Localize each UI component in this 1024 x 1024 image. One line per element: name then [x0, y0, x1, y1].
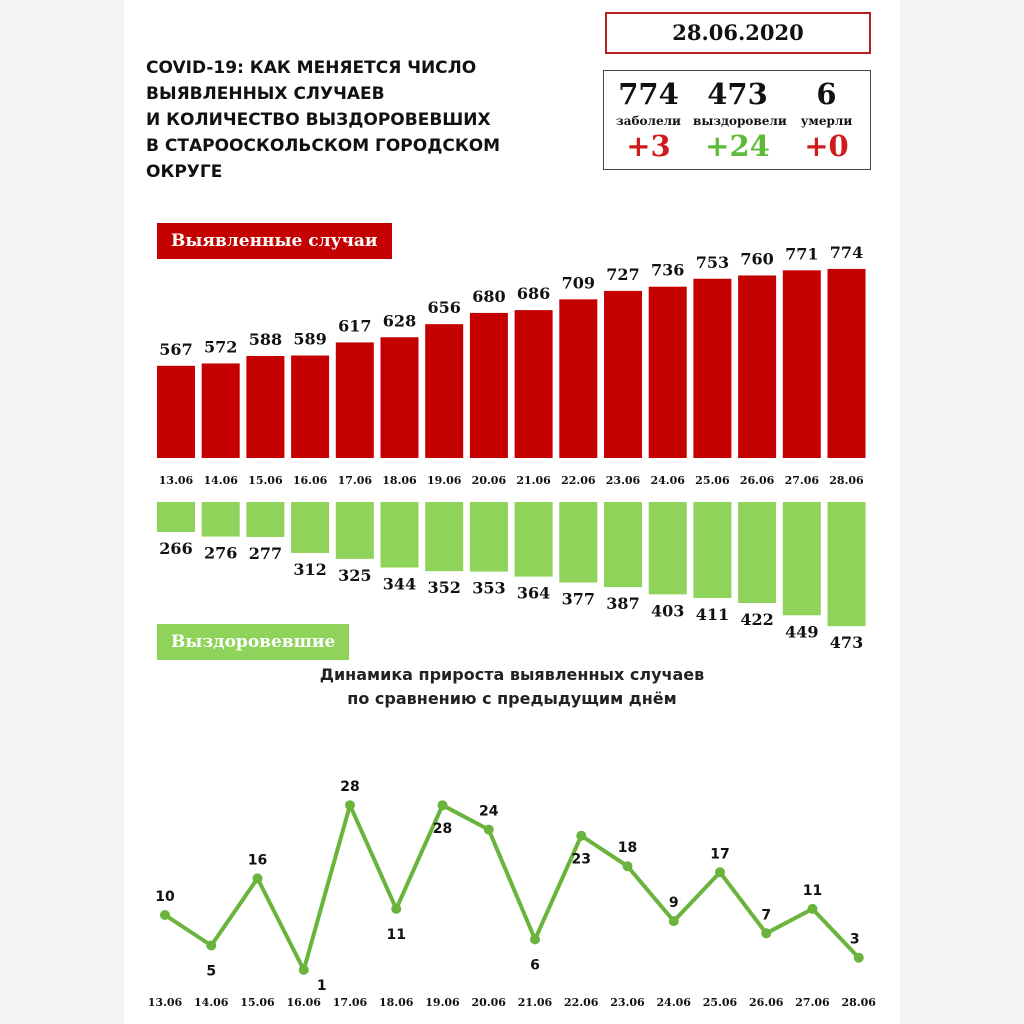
- stat-deaths-value: 6: [816, 77, 837, 111]
- recovered-bar-value: 411: [695, 605, 730, 625]
- cases-x-tick: 15.06: [248, 474, 283, 487]
- growth-point-label: 18: [617, 840, 638, 857]
- cases-bar: [649, 287, 687, 458]
- recovered-bar-value: 422: [740, 610, 774, 630]
- recovered-bar-value: 449: [785, 622, 819, 642]
- cases-chart-label: Выявленные случаи: [157, 223, 392, 259]
- cases-bar: [783, 270, 821, 458]
- title-line: ВЫЯВЛЕННЫХ СЛУЧАЕВ: [146, 84, 385, 104]
- recovered-bar: [738, 502, 776, 603]
- cases-bar-value: 753: [695, 252, 730, 272]
- cases-bar: [381, 337, 419, 458]
- title-line: ОКРУГЕ: [146, 162, 223, 182]
- cases-x-tick: 13.06: [158, 474, 194, 487]
- cases-x-tick: 18.06: [382, 474, 417, 487]
- cases-bar: [246, 356, 284, 458]
- growth-point: [299, 965, 309, 975]
- growth-x-tick: 19.06: [425, 996, 460, 1009]
- cases-x-tick: 20.06: [471, 474, 507, 487]
- growth-point-label: 11: [386, 926, 406, 943]
- cases-bar: [425, 324, 463, 458]
- cases-bar-value: 680: [472, 286, 506, 306]
- title-line: COVID-19: КАК МЕНЯЕТСЯ ЧИСЛО: [146, 58, 477, 78]
- cases-bar: [336, 342, 374, 458]
- report-date: 28.06.2020: [605, 12, 871, 54]
- line-chart-title-line: Динамика прироста выявленных случаев: [319, 665, 705, 684]
- recovered-bar-value: 312: [293, 559, 327, 579]
- recovered-bar: [559, 502, 597, 583]
- growth-point: [438, 800, 448, 810]
- growth-x-tick: 27.06: [795, 996, 830, 1009]
- recovered-bar-value: 473: [829, 633, 864, 653]
- growth-point-label: 7: [761, 907, 772, 924]
- cases-bar-value: 760: [740, 249, 774, 269]
- stat-infected-delta: +3: [626, 129, 671, 163]
- recovered-bar: [828, 502, 866, 626]
- growth-point: [576, 831, 586, 841]
- growth-x-tick: 22.06: [564, 996, 599, 1009]
- cases-bar-value: 628: [382, 311, 417, 331]
- recovered-bar-value: 344: [382, 574, 417, 594]
- cases-bar-value: 656: [427, 298, 461, 318]
- recovered-bar: [246, 502, 284, 537]
- stat-recovered-label: выздоровели: [693, 114, 787, 128]
- cases-x-tick: 26.06: [739, 474, 775, 487]
- growth-x-tick: 25.06: [702, 996, 738, 1009]
- title-line: В СТАРООСКОЛЬСКОМ ГОРОДСКОМ: [146, 136, 501, 156]
- recovered-bar: [381, 502, 419, 568]
- cases-bar: [559, 299, 597, 458]
- recovered-bar-value: 325: [338, 565, 372, 585]
- growth-point: [391, 904, 401, 914]
- growth-x-tick: 20.06: [471, 996, 506, 1009]
- cases-bar-value: 617: [338, 316, 372, 336]
- cases-bar: [515, 310, 553, 458]
- growth-point: [530, 934, 540, 944]
- growth-point: [761, 928, 771, 938]
- recovered-bar: [291, 502, 329, 553]
- growth-point: [484, 825, 494, 835]
- recovered-bar-value: 266: [159, 539, 193, 559]
- stat-deaths-delta: +0: [804, 129, 849, 163]
- growth-line-chart: [148, 779, 877, 1009]
- growth-x-tick: 24.06: [656, 996, 691, 1009]
- growth-point: [808, 904, 818, 914]
- title-line: И КОЛИЧЕСТВО ВЫЗДОРОВЕВШИХ: [146, 110, 491, 130]
- growth-point-label: 5: [206, 963, 217, 980]
- cases-bar-value: 588: [248, 329, 283, 349]
- growth-point-label: 3: [849, 931, 860, 948]
- cases-x-tick: 23.06: [605, 474, 641, 487]
- cases-bar-value: 709: [561, 273, 596, 293]
- growth-point-label: 28: [340, 779, 360, 796]
- cases-bar: [738, 275, 776, 458]
- cases-x-tick: 16.06: [292, 474, 328, 487]
- recovered-bar: [783, 502, 821, 615]
- cases-x-tick: 24.06: [650, 474, 685, 487]
- cases-bar: [291, 356, 329, 458]
- line-chart-title-line: по сравнению с предыдущим днём: [347, 689, 677, 708]
- growth-point: [253, 873, 263, 883]
- growth-point-label: 16: [247, 852, 268, 869]
- cases-bar-value: 771: [785, 244, 819, 264]
- cases-bar: [828, 269, 866, 458]
- cases-bar: [157, 366, 195, 458]
- cases-bar-value: 572: [203, 337, 238, 357]
- growth-x-tick: 23.06: [610, 996, 645, 1009]
- growth-point-label: 1: [316, 977, 327, 994]
- recovered-bar-value: 387: [606, 594, 640, 614]
- growth-point: [854, 953, 864, 963]
- cases-bar: [693, 279, 731, 458]
- growth-point-label: 9: [668, 895, 679, 912]
- recovered-bar: [425, 502, 463, 571]
- growth-point: [160, 910, 170, 920]
- cases-bar-chart: [157, 243, 866, 487]
- cases-bar-value: 686: [516, 284, 551, 304]
- stat-infected-value: 774: [618, 77, 679, 111]
- stat-recovered-delta: +24: [705, 129, 770, 163]
- growth-point-label: 10: [155, 889, 175, 905]
- recovered-bar-value: 403: [650, 601, 685, 621]
- recovered-bar-value: 277: [248, 544, 283, 564]
- recovered-bar: [649, 502, 687, 594]
- cases-x-tick: 22.06: [561, 474, 596, 487]
- cases-x-tick: 28.06: [829, 474, 864, 487]
- growth-line-series: [165, 805, 859, 970]
- recovered-bar-value: 364: [516, 583, 551, 603]
- cases-x-tick: 27.06: [784, 474, 820, 487]
- cases-x-tick: 17.06: [337, 474, 373, 487]
- recovered-bar-value: 353: [472, 578, 506, 598]
- cases-x-tick: 14.06: [203, 474, 238, 487]
- cases-x-tick: 25.06: [695, 474, 730, 487]
- recovered-bar: [202, 502, 240, 537]
- growth-point-label: 6: [530, 957, 540, 974]
- growth-point-label: 17: [710, 846, 730, 863]
- growth-point-label: 11: [802, 882, 823, 899]
- cases-bar-value: 736: [650, 260, 685, 280]
- cases-bar: [470, 313, 508, 458]
- growth-x-tick: 13.06: [147, 996, 183, 1009]
- growth-x-tick: 18.06: [379, 996, 414, 1009]
- growth-x-tick: 16.06: [286, 996, 321, 1009]
- recovered-bar: [157, 502, 195, 532]
- recovered-bar-value: 352: [427, 578, 461, 598]
- cases-bar-value: 727: [606, 264, 640, 284]
- growth-x-tick: 14.06: [194, 996, 229, 1009]
- growth-point: [206, 941, 216, 951]
- growth-x-tick: 28.06: [841, 996, 876, 1009]
- recovered-bar: [515, 502, 553, 577]
- cases-bar-value: 589: [293, 329, 327, 349]
- growth-point-label: 28: [432, 821, 453, 838]
- stat-deaths-label: умерли: [800, 114, 853, 128]
- cases-x-tick: 21.06: [516, 474, 551, 487]
- cases-bar-value: 567: [159, 339, 193, 359]
- line-chart-title: [212, 663, 812, 711]
- recovered-bar-value: 276: [203, 543, 238, 563]
- growth-x-tick: 17.06: [332, 996, 368, 1009]
- cases-x-tick: 19.06: [426, 474, 462, 487]
- growth-x-tick: 15.06: [240, 996, 275, 1009]
- growth-x-tick: 26.06: [749, 996, 784, 1009]
- growth-point: [345, 800, 355, 810]
- growth-point-label: 24: [479, 803, 499, 820]
- recovered-bar: [336, 502, 374, 559]
- growth-x-tick: 21.06: [517, 996, 553, 1009]
- recovered-chart-label: Выздоровевшие: [157, 624, 349, 660]
- recovered-bar-value: 377: [561, 589, 596, 609]
- stat-infected-label: заболели: [616, 114, 681, 128]
- cases-bar-value: 774: [829, 242, 864, 262]
- cases-bar: [604, 291, 642, 458]
- growth-point: [623, 861, 633, 871]
- cases-bar: [202, 363, 240, 458]
- recovered-bar: [470, 502, 508, 572]
- recovered-bar: [604, 502, 642, 587]
- growth-point: [669, 916, 679, 926]
- growth-point-label: 23: [571, 851, 591, 868]
- growth-point: [715, 867, 725, 877]
- recovered-bar: [693, 502, 731, 598]
- stat-recovered-value: 473: [707, 77, 768, 111]
